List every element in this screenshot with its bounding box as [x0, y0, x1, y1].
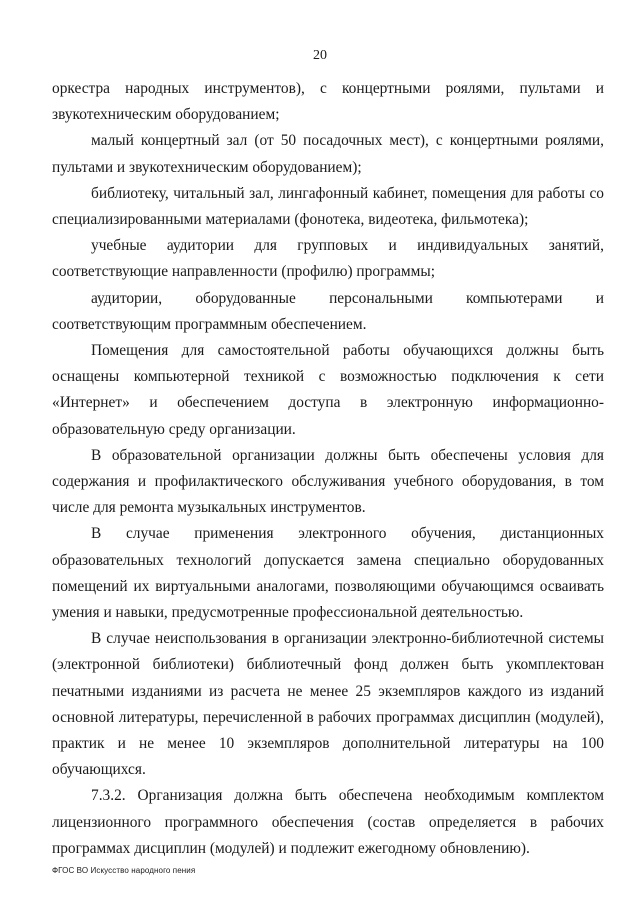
page-number: 20 — [313, 48, 327, 63]
paragraph: Помещения для самостоятельной работы обучающихся должны быть оснащены компьютерной техникой с возможностью подключения к сети «Интернет» и обеспечением доступа в электронную информационно-образовательную среду организации. — [52, 342, 604, 438]
page-footer: ФГОС ВО Искусство народного пения — [52, 866, 196, 875]
paragraph: библиотеку, читальный зал, лингафонный кабинет, помещения для работы со специализированными материалами (фонотека, видеотека, фильмотека); — [52, 184, 604, 229]
paragraph: учебные аудитории для групповых и индивидуальных занятий, соответствующие направленности (профилю) программы; — [52, 237, 604, 281]
paragraph: В случае применения электронного обучения, дистанционных образовательных технологий допускается замена специально оборудованных помещений их виртуальными аналогами, позволяющими обучающимся осваивать умения и навыки, предусмотренные профессиональной деятельностью. — [52, 525, 604, 622]
paragraph: 7.3.2. Организация должна быть обеспечена необходимым комплектом лицензионного программного обеспечения (состав определяется в рабочих программах дисциплин (модулей) и подлежит ежегодному обновлению). — [52, 787, 604, 857]
paragraph: В случае неиспользования в организации электронно-библиотечной системы (электронной библиотеки) библиотечный фонд должен быть укомплектован печатными изданиями из расчета не менее 25 экземпляров каждого из изданий основной литературы, перечисленной в рабочих программах дисциплин (модулей), практик и не менее 10 экземпляров дополнительной литературы на 100 обучающихся. — [52, 630, 604, 779]
paragraph: В образовательной организации должны быть обеспечены условия для содержания и профилактического обслуживания учебного оборудования, в том числе для ремонта музыкальных инструментов. — [52, 446, 604, 517]
paragraph: малый концертный зал (от 50 посадочных мест), с концертными роялями, пультами и звукотехническим оборудованием); — [52, 132, 604, 176]
page-body — [52, 76, 604, 862]
paragraph-continuation: оркестра народных инструментов), с концертными роялями, пультами и звукотехническим оборудованием; — [52, 80, 604, 124]
paragraph: аудитории, оборудованные персональными компьютерами и соответствующим программным обеспечением. — [52, 289, 604, 333]
